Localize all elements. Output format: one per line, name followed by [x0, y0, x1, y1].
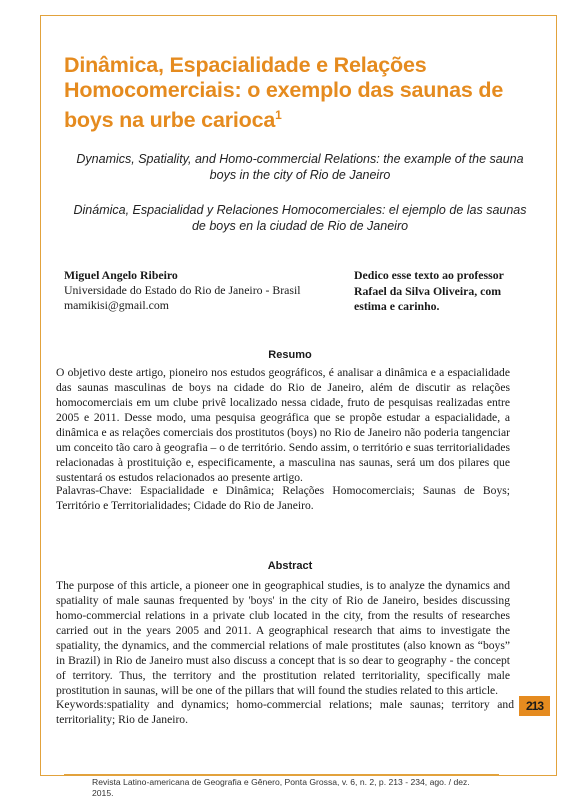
keywords-english: Keywords:spatiality and dynamics; homo-commercial relations; male saunas; territory and territoriality; Rio de Janeiro.: [56, 698, 514, 726]
author-affiliation: Universidade do Estado do Rio de Janeiro - Brasil: [64, 283, 301, 297]
author-email[interactable]: mamikisi@gmail.com: [64, 298, 169, 312]
journal-footer: Revista Latino-americana de Geografia e Gênero, Ponta Grossa, v. 6, n. 2, p. 213 - 234, ago. / dez. 2015.: [92, 777, 470, 798]
abstract-heading: Abstract: [267, 560, 313, 572]
author-block: [64, 268, 334, 313]
dedication: Dedico esse texto ao professor Rafael da Silva Oliveira, com estima e carinho.: [354, 268, 504, 313]
footer-divider: [64, 774, 499, 775]
footnote-marker[interactable]: 1: [275, 108, 282, 122]
article-title: [64, 53, 534, 133]
title-english: Dynamics, Spatiality, and Homo-commercial Relations: the example of the sauna boys in the city of Rio de Janeiro: [76, 152, 524, 182]
title-spanish: Dinámica, Espacialidad y Relaciones Homocomerciales: el ejemplo de las saunas de boys en la ciudad de Rio de Janeiro: [73, 203, 527, 233]
page-number: 213: [519, 696, 550, 716]
resumo-body: O objetivo deste artigo, pioneiro nos estudos geográficos, é analisar a dinâmica e a espacialidade das saunas masculinas de boys na cidade do Rio de Janeiro, além de discutir as relações homocomerciais em um clube privê localizado nessa cidade, fruto de pesquisas realizadas entre 2005 e 2011. Desse modo, uma pesquisa geográfica que se propõe estudar a espacialidade, a dinâmica e as relações comerciais dos prostitutos (boys) no Rio de Janeiro não poderia tangenciar um conceito tão caro à geografia – o de território. Sendo assim, o território e suas territorialidades relacionadas à prostituição e, especificamente, a masculina nas saunas, será um dos pilares que sustentará os estudos relacionados ao presente artigo.: [56, 366, 510, 484]
abstract-body: The purpose of this article, a pioneer one in geographical studies, is to analyze the dynamics and spatiality of male saunas frequented by 'boys' in the city of Rio de Janeiro, besides discussing homo-commercial relations in a private club located in the city, from the results of researches carried out in the years 2005 and 2011. A geographical research that aims to investigate the spatiality, the dynamics, and the commercial relations of male prostitutes (also known as “boys” in Brazil) in Rio de Janeiro must also discuss a concept that is so dear to geography - the concept of territory. Thus, the territory and the prostitution related territoriality, specifically male prostitution in saunas, will be one of the pillars that will found the studies related to this article.: [56, 579, 510, 697]
keywords-portuguese: Palavras-Chave: Espacialidade e Dinâmica; Relações Homocomerciais; Saunas de Boys; Território e Territorialidades; Cidade do Rio de Janeiro.: [56, 484, 510, 512]
author-name: Miguel Angelo Ribeiro: [64, 268, 178, 282]
resumo-heading: Resumo: [268, 349, 312, 361]
article-title-text: Dinâmica, Espacialidade e Relações Homocomerciais: o exemplo das saunas de boys na urbe carioca: [64, 53, 504, 132]
